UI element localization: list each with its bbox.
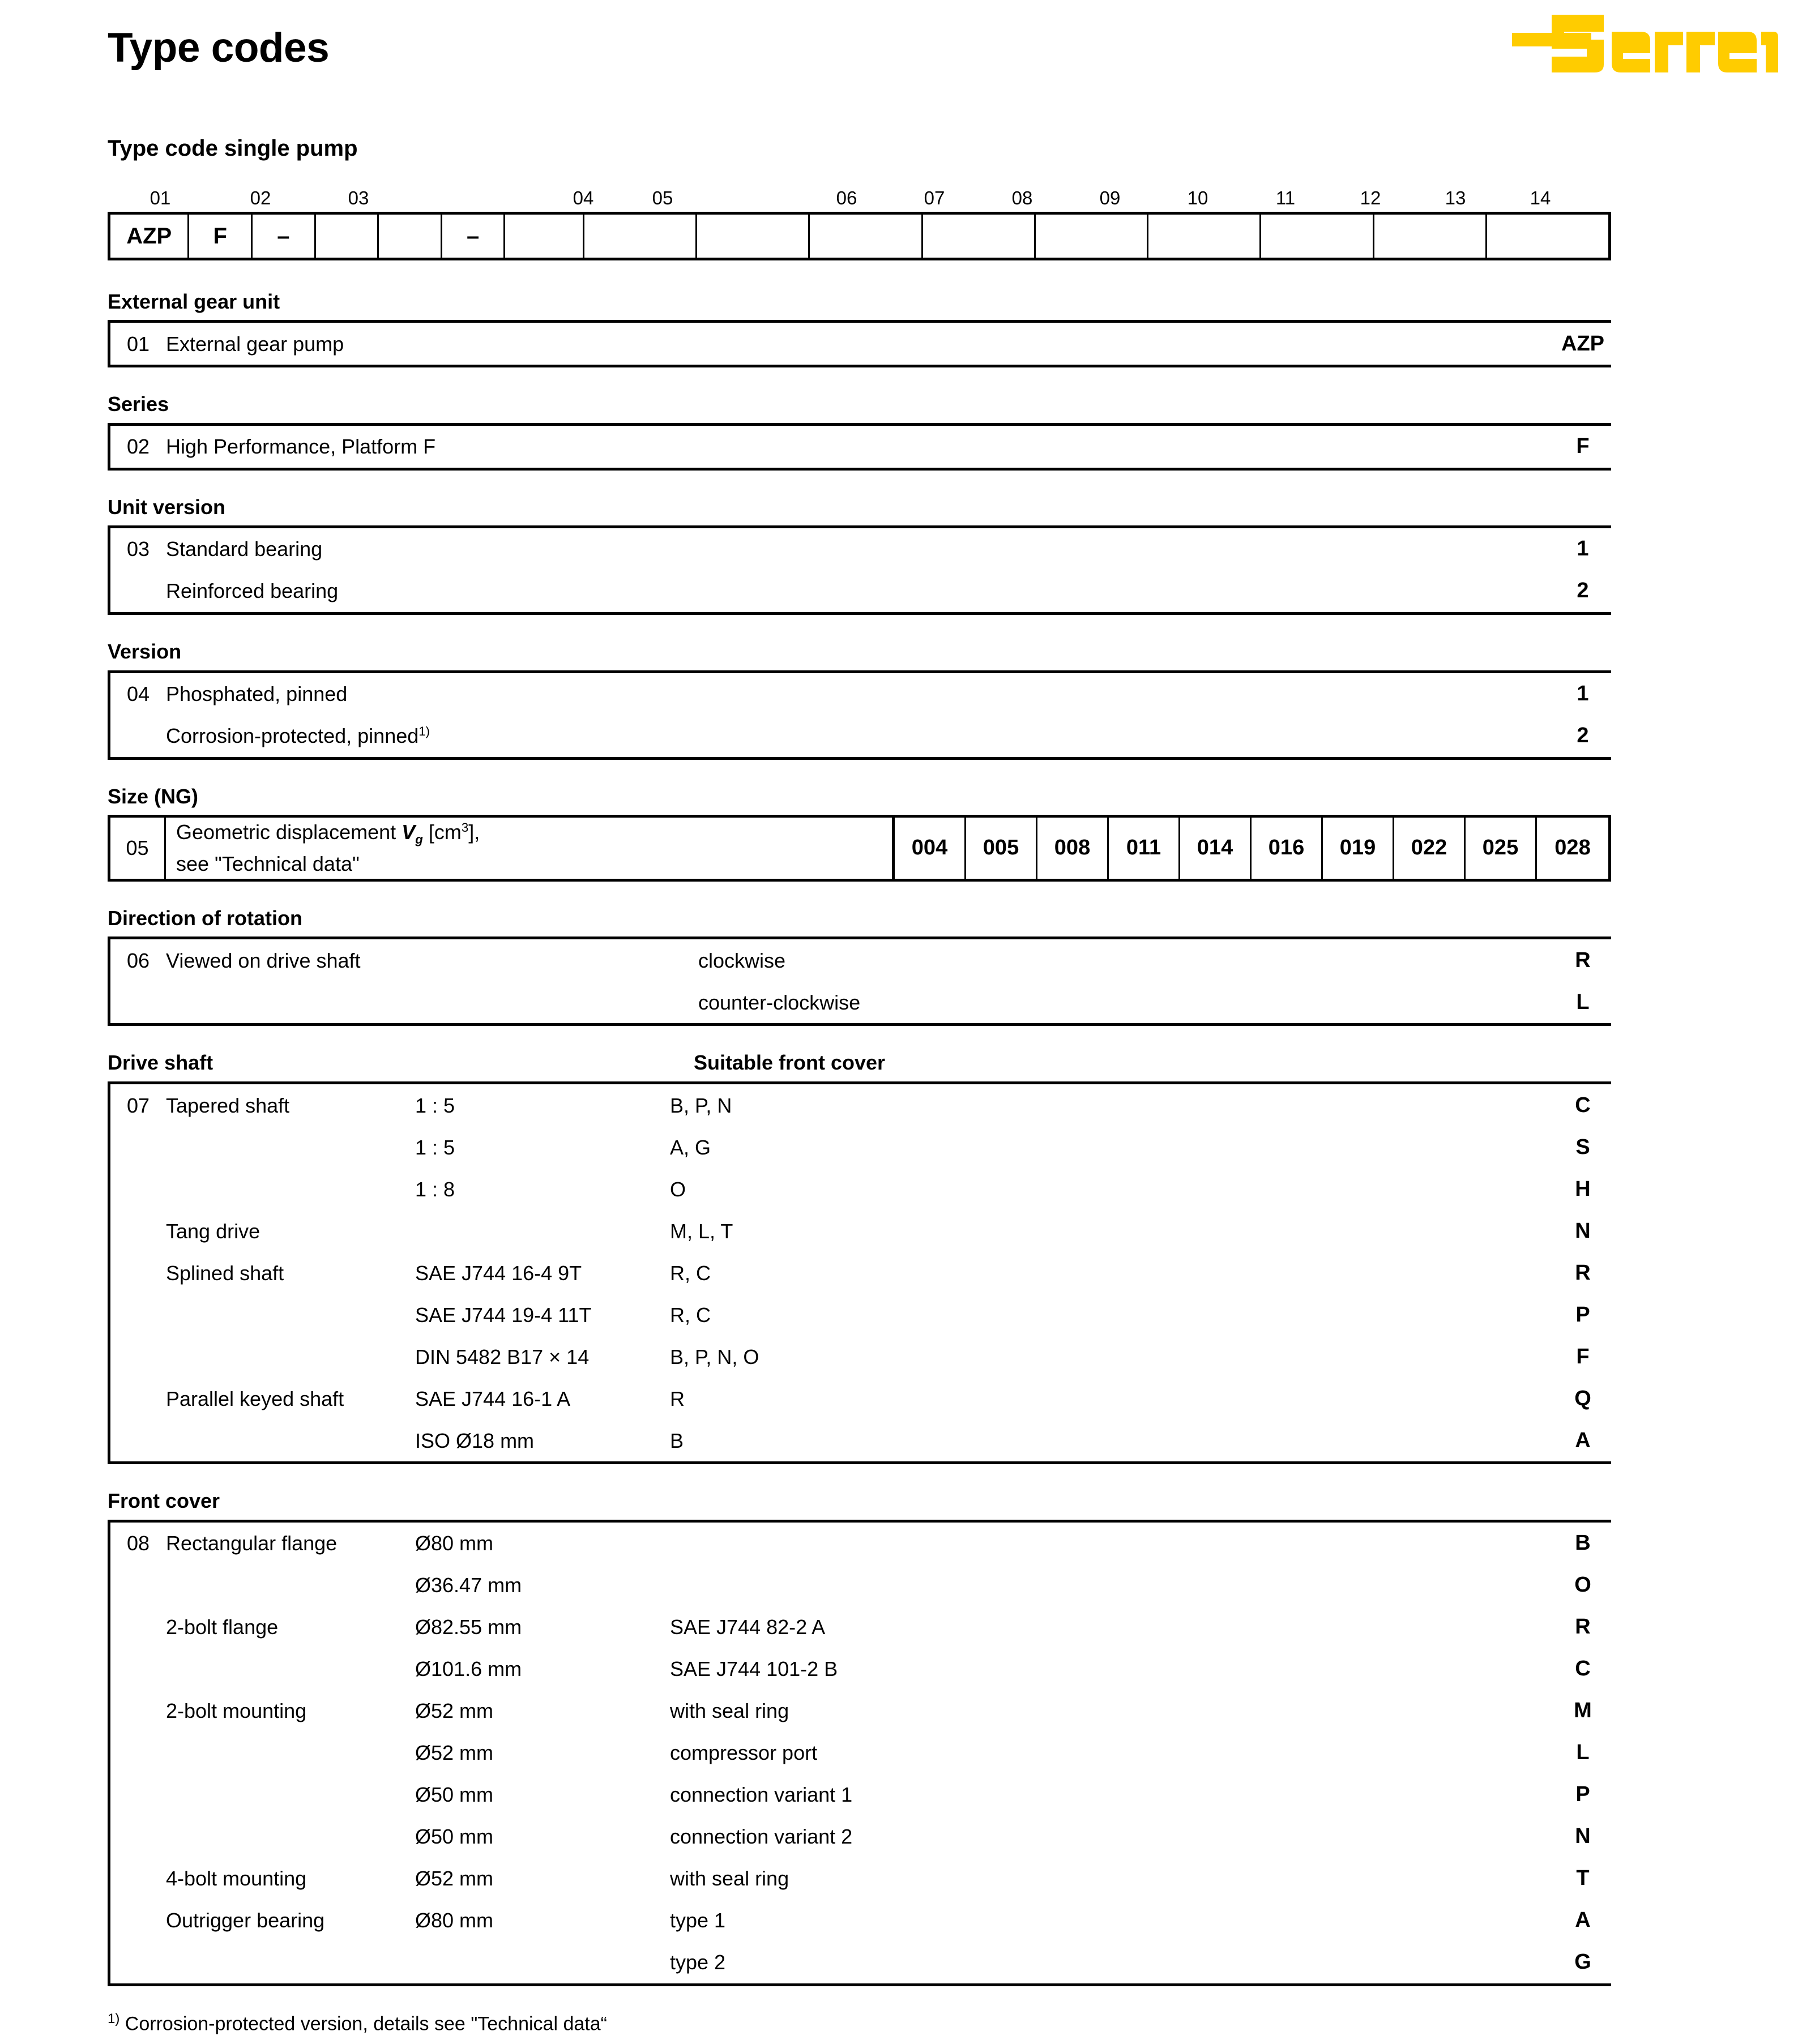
front-cover-size: Ø52 mm bbox=[415, 1867, 494, 1891]
table-row[interactable] bbox=[110, 1942, 1614, 1983]
type-code-number: 08 bbox=[1011, 187, 1033, 208]
drive-shaft-type: Splined shaft bbox=[166, 1261, 284, 1285]
row-code: 2 bbox=[1552, 715, 1614, 757]
front-cover-type bbox=[166, 1564, 415, 1606]
front-cover-size: Ø101.6 mm bbox=[415, 1657, 522, 1681]
front-cover-size: Ø50 mm bbox=[415, 1783, 494, 1807]
size-description bbox=[166, 818, 480, 879]
row-code: T bbox=[1552, 1858, 1614, 1900]
suitable-front-cover-heading: Suitable front cover bbox=[694, 1051, 886, 1075]
type-code-number: 12 bbox=[1360, 187, 1381, 208]
section-heading: Version bbox=[108, 640, 182, 664]
size-value[interactable]: 005 bbox=[966, 818, 1037, 879]
row-index bbox=[110, 981, 166, 1023]
row-index bbox=[110, 1648, 166, 1690]
drive-shaft-type: Parallel keyed shaft bbox=[166, 1387, 344, 1410]
type-code-number: 01 bbox=[150, 187, 171, 208]
row-index: 06 bbox=[126, 948, 150, 972]
row-description: Standard bearing bbox=[166, 537, 323, 561]
row-index: 08 bbox=[126, 1532, 150, 1555]
front-cover-type: 2-bolt flange bbox=[166, 1615, 279, 1639]
row-index bbox=[110, 570, 166, 612]
size-index: 05 bbox=[110, 818, 166, 879]
type-code-number-row bbox=[108, 180, 1611, 207]
row-index bbox=[110, 1126, 166, 1168]
type-code-cell[interactable] bbox=[1487, 215, 1608, 258]
type-code-cell[interactable] bbox=[1036, 215, 1148, 258]
document-content bbox=[108, 136, 1611, 2036]
row-code: A bbox=[1552, 1419, 1614, 1461]
logo-icon bbox=[1512, 10, 1778, 77]
suitable-front-cover-value: R bbox=[670, 1387, 685, 1410]
row-index: 01 bbox=[126, 332, 150, 356]
row-index bbox=[110, 1336, 166, 1378]
table-row[interactable] bbox=[110, 1774, 1614, 1816]
table-row[interactable] bbox=[110, 1168, 1614, 1210]
row-index bbox=[110, 1168, 166, 1210]
type-code-number: 06 bbox=[836, 187, 857, 208]
type-code-cell[interactable] bbox=[1148, 215, 1261, 258]
front-cover-detail bbox=[670, 1523, 1552, 1564]
type-code-cell[interactable] bbox=[584, 215, 697, 258]
row-index bbox=[110, 1690, 166, 1732]
rotation-value: counter-clockwise bbox=[698, 990, 861, 1014]
front-cover-table bbox=[108, 1520, 1611, 1986]
table-row[interactable] bbox=[110, 981, 1614, 1023]
type-code-number: 10 bbox=[1187, 187, 1208, 208]
row-description: Corrosion-protected, pinned$^{1)}$ bbox=[166, 724, 430, 747]
suitable-front-cover-value: R, C bbox=[670, 1261, 711, 1285]
footnote-text: Corrosion-protected version, details see "Technical data“ bbox=[125, 2013, 607, 2035]
table-row[interactable] bbox=[110, 1690, 1614, 1732]
drive-shaft-spec: DIN 5482 B17 × 14 bbox=[415, 1345, 590, 1369]
type-code-number: 05 bbox=[652, 187, 673, 208]
type-code-number: 11 bbox=[1275, 187, 1296, 208]
row-code: R bbox=[1552, 939, 1614, 981]
size-desc-end: ], bbox=[468, 820, 480, 844]
serreen-logo bbox=[1512, 10, 1778, 77]
option-table bbox=[108, 670, 1611, 760]
drive-shaft-type: Tapered shaft bbox=[166, 1093, 290, 1117]
row-code: 1 bbox=[1552, 673, 1614, 715]
type-code-cell[interactable] bbox=[923, 215, 1036, 258]
front-cover-type bbox=[166, 1816, 415, 1858]
type-code-cell[interactable] bbox=[379, 215, 442, 258]
row-code: P bbox=[1552, 1294, 1614, 1336]
table-row[interactable] bbox=[110, 528, 1614, 570]
suitable-front-cover-value: A, G bbox=[670, 1135, 711, 1159]
option-table bbox=[108, 320, 1611, 367]
type-code-cell[interactable] bbox=[1374, 215, 1487, 258]
size-value[interactable]: 025 bbox=[1466, 818, 1537, 879]
front-cover-detail: connection variant 1 bbox=[670, 1783, 853, 1807]
table-row[interactable] bbox=[110, 1858, 1614, 1900]
type-code-cell[interactable]: – bbox=[442, 215, 506, 258]
front-cover-type: 2-bolt mounting bbox=[166, 1699, 307, 1723]
row-code: N bbox=[1552, 1816, 1614, 1858]
drive-shaft-type: Tang drive bbox=[166, 1219, 260, 1243]
table-row[interactable] bbox=[110, 673, 1614, 715]
drive-shaft-type bbox=[166, 1294, 415, 1336]
table-row[interactable] bbox=[110, 1252, 1614, 1294]
row-index bbox=[110, 1378, 166, 1419]
rotation-value: clockwise bbox=[698, 948, 786, 972]
type-code-cell[interactable] bbox=[697, 215, 810, 258]
row-index bbox=[110, 1942, 166, 1983]
section-heading: Unit version bbox=[108, 495, 226, 519]
row-index bbox=[110, 1564, 166, 1606]
row-code: M bbox=[1552, 1690, 1614, 1732]
table-row[interactable] bbox=[110, 1126, 1614, 1168]
page-title: Type codes bbox=[108, 25, 330, 71]
size-desc-variable: V bbox=[402, 820, 416, 844]
row-description: External gear pump bbox=[166, 332, 344, 356]
section-subtitle: Type code single pump bbox=[108, 136, 358, 161]
row-code: C bbox=[1552, 1084, 1614, 1126]
type-code-number: 13 bbox=[1445, 187, 1466, 208]
table-row[interactable] bbox=[110, 323, 1614, 365]
table-row[interactable] bbox=[110, 570, 1614, 612]
rotation-section-heading: Direction of rotation bbox=[108, 906, 302, 930]
row-code: G bbox=[1552, 1942, 1614, 1983]
front-cover-size bbox=[415, 1942, 670, 1983]
front-cover-detail bbox=[670, 1564, 1552, 1606]
type-code-number: 14 bbox=[1530, 187, 1551, 208]
drive-shaft-spec: SAE J744 19-4 11T bbox=[415, 1303, 592, 1327]
table-row[interactable] bbox=[110, 1378, 1614, 1419]
table-row[interactable] bbox=[110, 1816, 1614, 1858]
row-index: 02 bbox=[126, 435, 150, 459]
row-code: L bbox=[1552, 981, 1614, 1023]
size-table bbox=[108, 815, 1611, 882]
front-cover-detail: SAE J744 82-2 A bbox=[670, 1615, 826, 1639]
suitable-front-cover-value: B bbox=[670, 1429, 684, 1452]
table-row[interactable] bbox=[110, 715, 1614, 757]
row-code: O bbox=[1552, 1564, 1614, 1606]
row-index bbox=[110, 715, 166, 757]
option-table bbox=[108, 423, 1611, 471]
front-cover-size: Ø82.55 mm bbox=[415, 1615, 522, 1639]
size-value[interactable]: 016 bbox=[1252, 818, 1323, 879]
drive-shaft-type bbox=[166, 1336, 415, 1378]
size-left-block bbox=[108, 815, 892, 882]
front-cover-detail: compressor port bbox=[670, 1741, 818, 1765]
drive-shaft-spec: SAE J744 16-1 A bbox=[415, 1387, 571, 1410]
drive-shaft-spec: SAE J744 16-4 9T bbox=[415, 1261, 582, 1285]
row-code: Q bbox=[1552, 1378, 1614, 1419]
drive-shaft-type bbox=[166, 1168, 415, 1210]
table-row[interactable] bbox=[110, 1900, 1614, 1942]
type-code-number: 03 bbox=[348, 187, 369, 208]
simple-sections bbox=[108, 290, 1611, 785]
front-cover-detail: SAE J744 101-2 B bbox=[670, 1657, 838, 1681]
type-code-cell[interactable] bbox=[316, 215, 379, 258]
table-row[interactable] bbox=[110, 1523, 1614, 1564]
front-cover-size: Ø52 mm bbox=[415, 1741, 494, 1765]
row-code: B bbox=[1552, 1523, 1614, 1564]
row-code: H bbox=[1552, 1168, 1614, 1210]
row-code: R bbox=[1552, 1606, 1614, 1648]
size-value-boxes bbox=[892, 815, 1611, 882]
size-section-heading: Size (NG) bbox=[108, 784, 199, 808]
front-cover-type: Outrigger bearing bbox=[166, 1909, 325, 1932]
type-code-number: 07 bbox=[924, 187, 945, 208]
row-description: Viewed on drive shaft bbox=[166, 948, 361, 972]
type-code-cell[interactable] bbox=[810, 215, 923, 258]
front-cover-size: Ø50 mm bbox=[415, 1825, 494, 1849]
drive-shaft-spec: 1 : 5 bbox=[415, 1093, 455, 1117]
section-heading: External gear unit bbox=[108, 290, 280, 313]
row-code: C bbox=[1552, 1648, 1614, 1690]
drive-shaft-table bbox=[108, 1081, 1611, 1464]
type-code-number: 09 bbox=[1099, 187, 1121, 208]
drive-shaft-type bbox=[166, 1126, 415, 1168]
drive-shaft-type bbox=[166, 1419, 415, 1461]
front-cover-size: Ø80 mm bbox=[415, 1909, 494, 1932]
row-index bbox=[110, 1858, 166, 1900]
row-index bbox=[110, 1606, 166, 1648]
front-cover-size: Ø80 mm bbox=[415, 1532, 494, 1555]
type-code-cell[interactable] bbox=[505, 215, 584, 258]
size-value[interactable]: 028 bbox=[1554, 836, 1591, 860]
row-code: 2 bbox=[1552, 570, 1614, 612]
row-index bbox=[110, 1816, 166, 1858]
drive-shaft-spec: 1 : 8 bbox=[415, 1177, 455, 1201]
suitable-front-cover-value: O bbox=[670, 1177, 686, 1201]
row-description: Phosphated, pinned bbox=[166, 682, 348, 705]
drive-shaft-spec bbox=[415, 1210, 670, 1252]
drive-shaft-heading-row bbox=[108, 1051, 1611, 1075]
size-value[interactable]: 022 bbox=[1394, 818, 1466, 879]
row-index bbox=[110, 1294, 166, 1336]
row-code: L bbox=[1552, 1732, 1614, 1774]
size-desc-line2: see "Technical data" bbox=[176, 852, 360, 875]
front-cover-size: Ø36.47 mm bbox=[415, 1573, 522, 1597]
size-desc-subscript: g bbox=[415, 832, 423, 847]
type-code-cell[interactable]: AZP bbox=[110, 215, 189, 258]
row-code: R bbox=[1552, 1252, 1614, 1294]
type-code-cell[interactable]: F bbox=[189, 215, 253, 258]
front-cover-type bbox=[166, 1774, 415, 1816]
footnote-reference: 1) bbox=[418, 724, 430, 738]
type-code-cell[interactable] bbox=[1261, 215, 1374, 258]
section-heading: Series bbox=[108, 392, 169, 416]
row-index bbox=[110, 1252, 166, 1294]
front-cover-type: 4-bolt mounting bbox=[166, 1867, 307, 1891]
size-value[interactable]: 014 bbox=[1180, 818, 1252, 879]
front-cover-size: Ø52 mm bbox=[415, 1699, 494, 1723]
size-value[interactable]: 004 bbox=[895, 818, 966, 879]
row-code: S bbox=[1552, 1126, 1614, 1168]
footnote bbox=[108, 2011, 1611, 2036]
front-cover-detail: with seal ring bbox=[670, 1867, 789, 1891]
front-cover-type: Rectangular flange bbox=[166, 1532, 338, 1555]
front-cover-type bbox=[166, 1942, 415, 1983]
type-code-strip bbox=[108, 180, 1611, 260]
row-index bbox=[110, 1419, 166, 1461]
rotation-table bbox=[108, 937, 1611, 1026]
type-code-number: 04 bbox=[573, 187, 594, 208]
row-index bbox=[110, 1900, 166, 1942]
front-cover-detail: connection variant 2 bbox=[670, 1825, 853, 1849]
row-index bbox=[110, 1210, 166, 1252]
front-cover-heading: Front cover bbox=[108, 1489, 220, 1513]
table-row[interactable] bbox=[110, 426, 1614, 468]
suitable-front-cover-value: B, P, N bbox=[670, 1093, 732, 1117]
table-row[interactable] bbox=[110, 1294, 1614, 1336]
table-row[interactable] bbox=[110, 1336, 1614, 1378]
table-row[interactable] bbox=[110, 1419, 1614, 1461]
size-desc-superscript: 3 bbox=[461, 820, 469, 835]
row-description bbox=[166, 981, 698, 1023]
drive-shaft-heading: Drive shaft bbox=[108, 1051, 213, 1075]
suitable-front-cover-value: R, C bbox=[670, 1303, 711, 1327]
size-desc-post: [cm bbox=[422, 820, 462, 844]
row-index bbox=[110, 1732, 166, 1774]
front-cover-type bbox=[166, 1648, 415, 1690]
row-code: P bbox=[1552, 1774, 1614, 1816]
row-code: F bbox=[1552, 1336, 1614, 1378]
row-index: 07 bbox=[126, 1093, 150, 1117]
front-cover-detail: type 1 bbox=[670, 1909, 726, 1932]
row-code: A bbox=[1552, 1900, 1614, 1942]
table-row[interactable] bbox=[110, 1084, 1614, 1126]
table-row[interactable] bbox=[110, 1606, 1614, 1648]
row-code: AZP bbox=[1552, 323, 1614, 365]
drive-shaft-spec: 1 : 5 bbox=[415, 1135, 455, 1159]
table-row[interactable] bbox=[110, 1648, 1614, 1690]
size-value[interactable]: 011 bbox=[1109, 818, 1180, 879]
row-index bbox=[110, 1774, 166, 1816]
type-code-cell-row bbox=[108, 212, 1611, 260]
size-desc-pre: Geometric displacement bbox=[176, 820, 402, 844]
suitable-front-cover-value: M, L, T bbox=[670, 1219, 733, 1243]
table-row[interactable] bbox=[110, 1210, 1614, 1252]
front-cover-detail: with seal ring bbox=[670, 1699, 789, 1723]
drive-shaft-spec: ISO Ø18 mm bbox=[415, 1429, 535, 1452]
suitable-front-cover-value: B, P, N, O bbox=[670, 1345, 759, 1369]
row-code: F bbox=[1552, 426, 1614, 468]
row-index: 04 bbox=[126, 682, 150, 705]
row-index: 03 bbox=[126, 537, 150, 561]
table-row[interactable] bbox=[110, 1732, 1614, 1774]
type-code-cell[interactable]: – bbox=[253, 215, 316, 258]
size-value[interactable]: 019 bbox=[1323, 818, 1394, 879]
row-description: High Performance, Platform F bbox=[166, 435, 436, 459]
row-code: N bbox=[1552, 1210, 1614, 1252]
size-value[interactable]: 008 bbox=[1037, 818, 1109, 879]
front-cover-type bbox=[166, 1732, 415, 1774]
table-row[interactable] bbox=[110, 1564, 1614, 1606]
type-code-number: 02 bbox=[250, 187, 271, 208]
front-cover-detail: type 2 bbox=[670, 1951, 726, 1974]
row-code: 1 bbox=[1552, 528, 1614, 570]
footnote-marker: 1) bbox=[108, 2011, 120, 2026]
table-row[interactable] bbox=[110, 939, 1614, 981]
option-table bbox=[108, 525, 1611, 615]
row-description: Reinforced bearing bbox=[166, 579, 339, 603]
